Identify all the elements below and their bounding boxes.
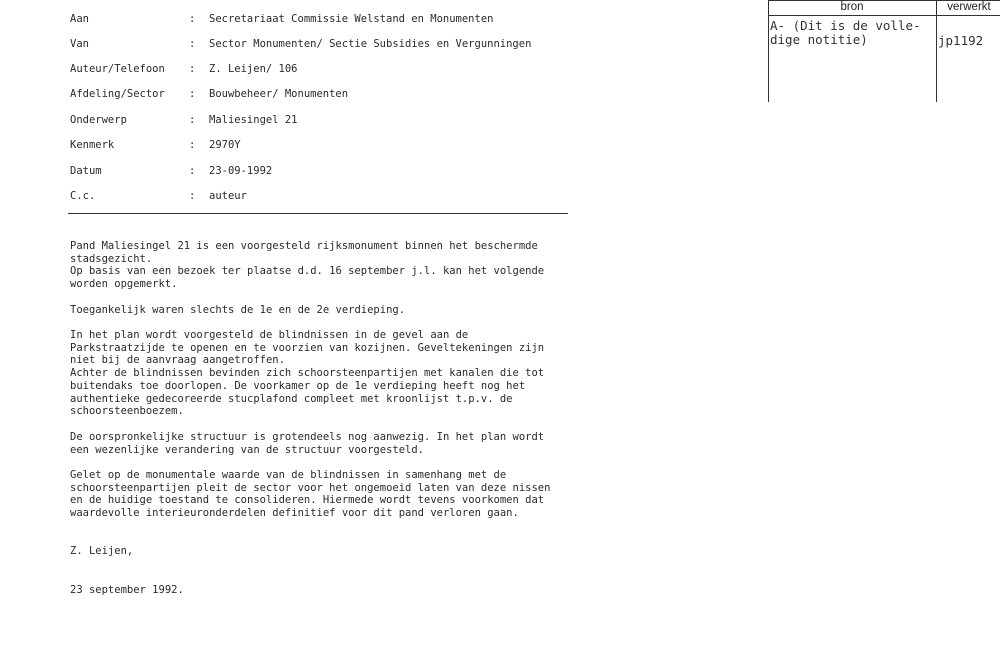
text-line: buitendaks toe doorlopen. De voorkamer op de 1e verdieping heeft nog het: [70, 379, 526, 392]
text-line: niet bij de aanvraag aangetroffen.: [70, 354, 285, 367]
text-line: Gelet op de monumentale waarde van de blindnissen in samenhang met de: [70, 469, 507, 481]
paragraph-plan: [70, 329, 590, 418]
text-line: een wezenlijke verandering van de structuur voorgesteld.: [70, 443, 425, 456]
text-line: schoorsteenpartijen pleit de sector voor het ongemoeid laten van deze nissen: [70, 481, 551, 494]
header-colon: :: [189, 38, 196, 50]
header-label: Auteur/Telefoon: [70, 63, 165, 75]
archive-stamp: [768, 0, 1000, 102]
header-value: Sector Monumenten/ Sectie Subsidies en Vergunningen: [209, 38, 532, 50]
text-line: Op basis van een bezoek ter plaatse d.d. 16 september j.l. kan het volgende: [70, 265, 545, 278]
header-label: Onderwerp: [70, 114, 127, 126]
paragraph-access: [70, 304, 590, 317]
header-colon: :: [189, 165, 196, 177]
text-line: Toegankelijk waren slechts de 1e en de 2e verdieping.: [70, 304, 406, 316]
text-line: Parkstraatzijde te openen en te voorzien van kozijnen. Geveltekeningen zijn: [70, 341, 545, 354]
paragraph-intro: [70, 240, 590, 291]
text-line: De oorspronkelijke structuur is grotendeels nog aanwezig. In het plan wordt: [70, 431, 545, 443]
signature-date: 23 september 1992.: [70, 584, 184, 596]
header-value: Z. Leijen/ 106: [209, 63, 298, 75]
header-label: Afdeling/Sector: [70, 88, 165, 100]
header-colon: :: [189, 63, 196, 75]
stamp-header-verwerkt: verwerkt: [947, 1, 991, 13]
stamp-border: [768, 0, 769, 102]
header-value: Maliesingel 21: [209, 114, 298, 126]
header-value: Secretariaat Commissie Welstand en Monumenten: [209, 13, 494, 25]
header-colon: :: [189, 114, 196, 126]
text-line: authentieke gedecoreerde stucplafond compleet met kroonlijst t.p.v. de: [70, 392, 513, 405]
header-colon: :: [189, 13, 196, 25]
header-colon: :: [189, 190, 196, 202]
paragraph-conclusion: [70, 469, 590, 520]
header-colon: :: [189, 88, 196, 100]
text-line: worden opgemerkt.: [70, 278, 178, 291]
stamp-bron-line: A- (Dit is de volle-: [770, 18, 921, 33]
header-label: Kenmerk: [70, 139, 115, 151]
text-line: schoorsteenboezem.: [70, 405, 184, 418]
stamp-header-bron: bron: [840, 1, 864, 13]
stamp-verwerkt-value: jp1192: [938, 33, 984, 48]
stamp-bron-line: dige notitie): [770, 32, 868, 47]
header-value: auteur: [209, 190, 247, 202]
text-line: waardevolle interieuronderdelen definitief voor dit pand verloren gaan.: [70, 507, 519, 520]
header-value: 2970Y: [209, 139, 241, 151]
header-label: Aan: [70, 13, 89, 25]
text-line: Achter de blindnissen bevinden zich schoorsteenpartijen met kanalen die tot: [70, 367, 545, 380]
header-colon: :: [189, 139, 196, 151]
stamp-border: [936, 0, 937, 102]
header-label: Van: [70, 38, 89, 50]
text-line: en de huidige toestand te consolideren. Hiermede wordt tevens voorkomen dat: [70, 494, 545, 507]
stamp-rule: [768, 15, 1000, 16]
header-value: Bouwbeheer/ Monumenten: [209, 88, 349, 100]
text-line: stadsgezicht.: [70, 252, 153, 265]
paragraph-structure: [70, 431, 590, 456]
text-line: Pand Maliesingel 21 is een voorgesteld rijksmonument binnen het beschermde: [70, 240, 538, 252]
signature-name: Z. Leijen,: [70, 545, 134, 557]
header-label: C.c.: [70, 190, 96, 202]
header-value: 23-09-1992: [209, 165, 273, 177]
text-line: In het plan wordt voorgesteld de blindnissen in de gevel aan de: [70, 329, 469, 341]
header-label: Datum: [70, 165, 102, 177]
header-divider: [68, 213, 568, 214]
